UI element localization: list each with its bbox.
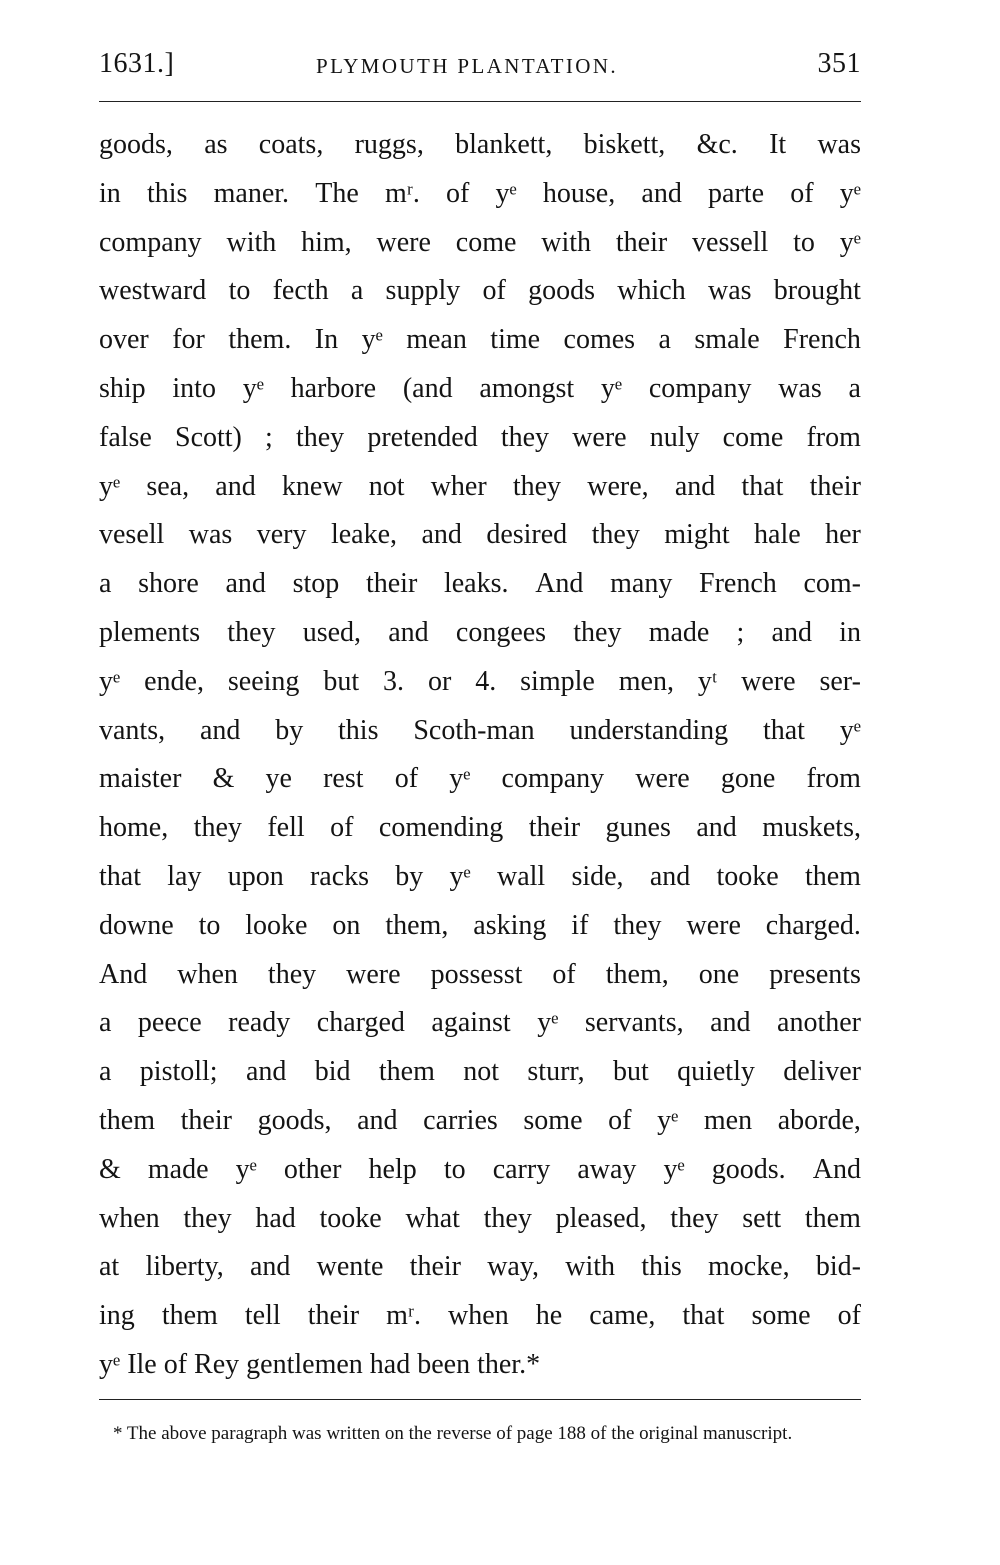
word: with: [226, 226, 277, 258]
word: charged: [316, 1007, 405, 1039]
word: men: [703, 1104, 753, 1136]
word: leaks.: [443, 568, 509, 600]
word: ship: [99, 372, 146, 404]
text-line: [99, 267, 861, 316]
text-line: [99, 755, 861, 804]
text-line: [99, 902, 861, 951]
word: hale: [754, 519, 801, 551]
word: to: [198, 909, 221, 941]
word: another: [777, 1007, 861, 1039]
word: help: [368, 1153, 417, 1185]
word: of: [608, 1104, 632, 1136]
word: very: [256, 519, 307, 551]
word: was: [778, 372, 822, 404]
word: lay: [167, 860, 202, 892]
word: &: [99, 1153, 121, 1185]
word: this: [146, 177, 188, 209]
word: sett: [742, 1202, 782, 1234]
word: simple: [520, 665, 595, 697]
word: for: [172, 324, 205, 356]
text-line: [99, 121, 861, 170]
word: ruggs,: [354, 129, 424, 160]
word: 3.: [383, 665, 405, 697]
word: as: [204, 129, 228, 160]
word: wente: [316, 1251, 384, 1283]
word: pistoll;: [139, 1056, 218, 1088]
word: looke: [245, 909, 308, 941]
word: blankett,: [455, 129, 553, 160]
word: yᵉ: [495, 177, 517, 209]
word: Scott): [175, 421, 242, 453]
word: bid-: [815, 1251, 861, 1283]
text-line: [99, 1195, 861, 1244]
word: house,: [542, 177, 616, 209]
word: nuly: [649, 421, 700, 453]
word: a: [350, 275, 364, 307]
text-line: [99, 1097, 861, 1146]
word: and: [215, 470, 256, 502]
word: this: [338, 714, 379, 746]
word: not: [463, 1056, 500, 1088]
word: ende,: [144, 665, 204, 697]
word: muskets,: [762, 812, 861, 844]
word: yᵉ: [839, 714, 861, 746]
word: when: [448, 1300, 509, 1332]
word: mean: [406, 324, 467, 356]
text-line: [99, 1292, 861, 1341]
word: and: [710, 1007, 751, 1039]
word: a: [848, 372, 861, 404]
word: carry: [492, 1153, 551, 1185]
word: upon: [227, 860, 284, 892]
word: maister: [99, 763, 182, 795]
word: ;: [736, 616, 745, 648]
word: a: [99, 568, 112, 600]
word: were: [572, 421, 627, 453]
footnote-text: * The above paragraph was written on the reverse of page 188 of the original manuscript.: [113, 1423, 793, 1444]
running-head-year: 1631.]: [99, 48, 175, 79]
page-number: 351: [817, 48, 861, 79]
word: possesst: [430, 958, 523, 990]
text-line: [99, 463, 861, 512]
word: sea,: [146, 470, 190, 502]
word: asking: [473, 909, 547, 941]
word: &: [212, 763, 235, 795]
word: yᵉ: [537, 1007, 559, 1039]
word: had: [369, 1348, 418, 1380]
word: them,: [605, 958, 669, 990]
word: and: [225, 568, 266, 600]
word: were: [376, 226, 431, 258]
word: was: [188, 519, 233, 551]
word: smale: [694, 324, 760, 356]
word: came,: [589, 1300, 656, 1332]
word: were: [741, 665, 796, 697]
word: com-: [803, 568, 861, 600]
word: yᵉ: [99, 1348, 128, 1380]
footnote: [99, 1419, 861, 1449]
text-line: [99, 560, 861, 609]
word: and: [388, 616, 429, 648]
word: In: [314, 324, 339, 356]
word: her: [825, 519, 861, 551]
word: wher: [430, 470, 487, 502]
word: when: [177, 958, 238, 990]
word: sturr,: [527, 1056, 585, 1088]
word: and: [641, 177, 682, 209]
text-line: [99, 1243, 861, 1292]
word: time: [490, 324, 541, 356]
word: servants,: [584, 1007, 684, 1039]
word: that: [682, 1300, 725, 1332]
word: mocke,: [707, 1251, 790, 1283]
word: ready: [228, 1007, 291, 1039]
word: that: [741, 470, 784, 502]
text-line: [99, 999, 861, 1048]
word: gunes: [605, 812, 671, 844]
word: that: [762, 714, 805, 746]
word: with: [541, 226, 592, 258]
word: or: [427, 665, 452, 697]
word: gone: [720, 763, 776, 795]
word: in: [839, 616, 861, 648]
word: against: [431, 1007, 511, 1039]
word: fecth: [272, 275, 329, 307]
word: other: [283, 1153, 342, 1185]
word: to: [793, 226, 815, 258]
word: of: [330, 812, 354, 844]
word: was: [817, 129, 861, 160]
word: And: [99, 958, 148, 990]
word: to: [228, 275, 251, 307]
word: which: [617, 275, 686, 307]
word: seeing: [227, 665, 300, 697]
word: vesell: [99, 519, 165, 551]
word: yᵉ: [839, 226, 861, 258]
word: over: [99, 324, 149, 356]
body-text: [99, 121, 861, 1390]
word: mʳ.: [384, 177, 420, 209]
word: of: [837, 1300, 861, 1332]
word: they: [227, 616, 276, 648]
word: a: [658, 324, 671, 356]
word: when: [99, 1202, 160, 1234]
word: their: [307, 1300, 360, 1332]
word: pretended: [367, 421, 478, 453]
word: what: [405, 1202, 460, 1234]
word: them,: [385, 909, 449, 941]
word: some: [523, 1104, 583, 1136]
word: men,: [618, 665, 674, 697]
word: goods,: [99, 129, 173, 160]
word: not: [368, 470, 405, 502]
word: into: [172, 372, 216, 404]
word: gentlemen: [246, 1348, 370, 1380]
word: ther.*: [477, 1348, 541, 1380]
word: plements: [99, 616, 201, 648]
text-line: [99, 1146, 861, 1195]
word: their: [809, 470, 861, 502]
word: yᵗ: [697, 665, 718, 697]
word: stop: [292, 568, 340, 600]
word: from: [806, 421, 861, 453]
word: home,: [99, 812, 169, 844]
word: but: [323, 665, 360, 697]
header-rule: [99, 101, 861, 102]
text-line: [99, 316, 861, 365]
word: they: [267, 958, 317, 990]
word: And: [535, 568, 584, 600]
word: peece: [137, 1007, 202, 1039]
word: made: [648, 616, 710, 648]
text-line: [99, 511, 861, 560]
word: downe: [99, 909, 174, 941]
word: them: [804, 860, 861, 892]
text-line: [99, 219, 861, 268]
word: that: [99, 860, 141, 892]
word: they: [483, 1202, 532, 1234]
text-line: [99, 707, 861, 756]
word: ser-: [819, 665, 861, 697]
word: wall: [496, 860, 546, 892]
word: westward: [99, 275, 207, 307]
word: 4.: [475, 665, 497, 697]
running-head-title: PLYMOUTH PLANTATION.: [316, 54, 619, 78]
word: pleased,: [555, 1202, 647, 1234]
word: they: [183, 1202, 232, 1234]
word: tooke: [319, 1202, 382, 1234]
word: knew: [281, 470, 343, 502]
word: brought: [773, 275, 861, 307]
word: maner.: [213, 177, 290, 209]
word: yᵉ: [99, 665, 121, 697]
word: biskett,: [583, 129, 666, 160]
word: and: [249, 1251, 291, 1283]
word: some: [751, 1300, 811, 1332]
word: harbore: [290, 372, 377, 404]
text-line: [99, 804, 861, 853]
word: vants,: [99, 714, 166, 746]
word: they: [512, 470, 562, 502]
word: they: [295, 421, 345, 453]
word: goods: [528, 275, 595, 307]
word: them: [99, 1104, 155, 1136]
word: Rey: [194, 1348, 247, 1380]
text-line: [99, 951, 861, 1000]
word: leake,: [330, 519, 397, 551]
word: he: [535, 1300, 563, 1332]
word: were: [346, 958, 401, 990]
word: and: [421, 519, 462, 551]
word: understanding: [569, 714, 729, 746]
word: &c.: [696, 129, 738, 160]
footnote-rule: [99, 1399, 861, 1400]
word: It: [769, 129, 787, 160]
word: company: [501, 763, 605, 795]
word: come: [722, 421, 784, 453]
word: comes: [563, 324, 636, 356]
word: desired: [486, 519, 568, 551]
word: a: [99, 1007, 112, 1039]
word: false: [99, 421, 152, 453]
word: them: [161, 1300, 218, 1332]
word: goods,: [257, 1104, 332, 1136]
word: quietly: [677, 1056, 755, 1088]
word: a: [99, 1056, 112, 1088]
word: they: [193, 812, 242, 844]
word: yᵉ: [99, 470, 121, 502]
word: to: [443, 1153, 466, 1185]
word: with: [565, 1251, 616, 1283]
word: on: [332, 909, 361, 941]
word: had: [255, 1202, 296, 1234]
text-line: [99, 365, 861, 414]
word: many: [610, 568, 673, 600]
word: yᵉ: [235, 1153, 257, 1185]
word: their: [615, 226, 668, 258]
word: and: [245, 1056, 287, 1088]
word: fell: [267, 812, 305, 844]
text-line: [99, 414, 861, 463]
word: their: [365, 568, 418, 600]
word: yᵉ: [449, 763, 471, 795]
word: this: [641, 1251, 682, 1283]
word: and: [696, 812, 737, 844]
word: yᵉ: [600, 372, 623, 404]
word: in: [99, 177, 121, 209]
word: one: [698, 958, 740, 990]
word: and: [649, 860, 691, 892]
word: was: [707, 275, 752, 307]
word: rest: [323, 763, 364, 795]
text-line: [99, 170, 861, 219]
word: French: [699, 568, 777, 600]
word: used,: [302, 616, 362, 648]
word: at: [99, 1251, 120, 1283]
word: they: [591, 519, 640, 551]
running-head: [99, 44, 861, 84]
word: Ile: [127, 1348, 164, 1380]
word: deliver: [783, 1056, 861, 1088]
word: of: [394, 763, 419, 795]
word: The: [315, 177, 359, 209]
word: liberty,: [145, 1251, 224, 1283]
text-line: [99, 853, 861, 902]
word: might: [664, 519, 730, 551]
text-line: [99, 1048, 861, 1097]
word: and: [674, 470, 716, 502]
word: they: [573, 616, 622, 648]
word: company: [99, 226, 202, 258]
word: racks: [309, 860, 370, 892]
word: of: [163, 1348, 195, 1380]
word: by: [275, 714, 304, 746]
word: from: [806, 763, 861, 795]
word: (and: [402, 372, 453, 404]
word: of: [552, 958, 576, 990]
word: mʳ.: [386, 1300, 421, 1332]
word: supply: [385, 275, 461, 307]
word: amongst: [479, 372, 575, 404]
word: their: [528, 812, 581, 844]
word: And: [812, 1153, 861, 1185]
word: their: [409, 1251, 461, 1283]
word: them: [378, 1056, 435, 1088]
word: they: [613, 909, 662, 941]
word: they: [500, 421, 550, 453]
word: goods.: [711, 1153, 786, 1185]
text-line: [99, 609, 861, 658]
word: they: [670, 1202, 719, 1234]
word: side,: [571, 860, 624, 892]
word: them.: [228, 324, 292, 356]
word: made: [147, 1153, 209, 1185]
word: comending: [378, 812, 504, 844]
word: them: [804, 1202, 861, 1234]
word: their: [180, 1104, 232, 1136]
word: come: [455, 226, 517, 258]
word: yᵉ: [361, 324, 383, 356]
word: yᵉ: [839, 177, 861, 209]
text-line: [99, 1341, 861, 1390]
word: away: [577, 1153, 637, 1185]
word: carries: [423, 1104, 498, 1136]
word: congees: [455, 616, 547, 648]
word: parte: [708, 177, 765, 209]
word: Scoth-man: [413, 714, 535, 746]
word: and: [357, 1104, 398, 1136]
word: French: [783, 324, 861, 356]
word: by: [395, 860, 424, 892]
word: way,: [487, 1251, 540, 1283]
word: bid: [314, 1056, 351, 1088]
word: yᵉ: [663, 1153, 685, 1185]
word: of: [446, 177, 470, 209]
word: been: [417, 1348, 478, 1380]
word: tooke: [716, 860, 779, 892]
word: shore: [138, 568, 199, 600]
word: coats,: [258, 129, 324, 160]
word: yᵉ: [449, 860, 471, 892]
word: ;: [265, 421, 273, 453]
word: and: [199, 714, 241, 746]
word: him,: [301, 226, 352, 258]
word: yᵉ: [242, 372, 264, 404]
word: tell: [244, 1300, 281, 1332]
word: were: [635, 763, 690, 795]
word: were,: [587, 470, 649, 502]
text-line: [99, 658, 861, 707]
word: charged.: [765, 909, 861, 941]
word: of: [482, 275, 506, 307]
word: aborde,: [777, 1104, 861, 1136]
word: were: [686, 909, 741, 941]
word: presents: [769, 958, 861, 990]
word: company: [648, 372, 752, 404]
word: ing: [99, 1300, 135, 1332]
word: but: [612, 1056, 649, 1088]
word: of: [790, 177, 814, 209]
word: ye: [265, 763, 292, 795]
word: and: [771, 616, 812, 648]
word: yᵉ: [657, 1104, 679, 1136]
word: vessell: [692, 226, 769, 258]
word: if: [571, 909, 589, 941]
